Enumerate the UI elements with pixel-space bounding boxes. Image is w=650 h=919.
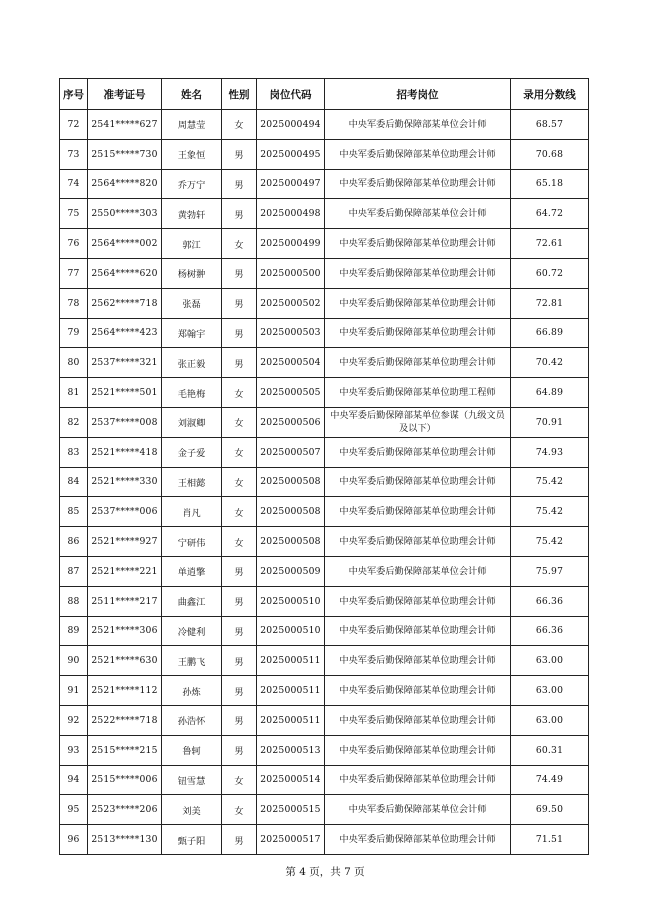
cell-position-code: 2025000500 xyxy=(257,258,325,288)
cell-name: 毛艳梅 xyxy=(162,378,222,408)
header-position: 招考岗位 xyxy=(325,79,511,110)
cell-score: 70.91 xyxy=(511,407,589,437)
cell-position: 中央军委后勤保障部某单位参谋（九级文员及以下） xyxy=(325,407,511,437)
cell-seq: 92 xyxy=(60,705,88,735)
cell-position-code: 2025000515 xyxy=(257,795,325,825)
cell-score: 69.50 xyxy=(511,795,589,825)
cell-gender: 男 xyxy=(222,735,257,765)
cell-position-code: 2025000510 xyxy=(257,616,325,646)
cell-seq: 93 xyxy=(60,735,88,765)
table-row xyxy=(60,795,589,825)
cell-position-code: 2025000497 xyxy=(257,169,325,199)
cell-seq: 82 xyxy=(60,407,88,437)
cell-position-code: 2025000507 xyxy=(257,437,325,467)
cell-seq: 95 xyxy=(60,795,88,825)
cell-seq: 79 xyxy=(60,318,88,348)
cell-position: 中央军委后勤保障部某单位助理会计师 xyxy=(325,318,511,348)
cell-seq: 85 xyxy=(60,497,88,527)
cell-position: 中央军委后勤保障部某单位助理会计师 xyxy=(325,735,511,765)
cell-gender: 男 xyxy=(222,258,257,288)
cell-gender: 女 xyxy=(222,378,257,408)
cell-score: 66.89 xyxy=(511,318,589,348)
cell-exam-id: 2521*****927 xyxy=(88,527,162,557)
table-row xyxy=(60,825,589,855)
cell-score: 70.42 xyxy=(511,348,589,378)
cell-exam-id: 2562*****718 xyxy=(88,288,162,318)
cell-seq: 89 xyxy=(60,616,88,646)
cell-score: 60.31 xyxy=(511,735,589,765)
cell-gender: 男 xyxy=(222,169,257,199)
cell-position: 中央军委后勤保障部某单位助理会计师 xyxy=(325,616,511,646)
cell-name: 孙炼 xyxy=(162,676,222,706)
cell-position: 中央军委后勤保障部某单位会计师 xyxy=(325,110,511,140)
table-row xyxy=(60,437,589,467)
cell-position: 中央军委后勤保障部某单位助理会计师 xyxy=(325,825,511,855)
cell-position: 中央军委后勤保障部某单位助理会计师 xyxy=(325,676,511,706)
table-row xyxy=(60,467,589,497)
cell-exam-id: 2564*****620 xyxy=(88,258,162,288)
cell-exam-id: 2550*****303 xyxy=(88,199,162,229)
cell-position: 中央军委后勤保障部某单位助理会计师 xyxy=(325,497,511,527)
cell-gender: 男 xyxy=(222,825,257,855)
cell-position-code: 2025000514 xyxy=(257,765,325,795)
cell-name: 张正毅 xyxy=(162,348,222,378)
cell-seq: 88 xyxy=(60,586,88,616)
table-row xyxy=(60,318,589,348)
cell-exam-id: 2541*****627 xyxy=(88,110,162,140)
cell-score: 63.00 xyxy=(511,646,589,676)
table-row xyxy=(60,765,589,795)
table-row xyxy=(60,229,589,259)
cell-name: 宁研伟 xyxy=(162,527,222,557)
cell-position: 中央军委后勤保障部某单位助理会计师 xyxy=(325,586,511,616)
cell-gender: 女 xyxy=(222,407,257,437)
cell-seq: 72 xyxy=(60,110,88,140)
cell-gender: 男 xyxy=(222,646,257,676)
header-position-code: 岗位代码 xyxy=(257,79,325,110)
cell-exam-id: 2537*****008 xyxy=(88,407,162,437)
cell-seq: 96 xyxy=(60,825,88,855)
cell-exam-id: 2513*****130 xyxy=(88,825,162,855)
table-row xyxy=(60,646,589,676)
cell-name: 肖凡 xyxy=(162,497,222,527)
cell-seq: 80 xyxy=(60,348,88,378)
cell-position: 中央军委后勤保障部某单位助理会计师 xyxy=(325,288,511,318)
table-row xyxy=(60,586,589,616)
cell-position: 中央军委后勤保障部某单位助理会计师 xyxy=(325,348,511,378)
table-row xyxy=(60,676,589,706)
cell-name: 甄子阳 xyxy=(162,825,222,855)
cell-gender: 男 xyxy=(222,348,257,378)
cell-score: 74.49 xyxy=(511,765,589,795)
table-row xyxy=(60,616,589,646)
header-score: 录用分数线 xyxy=(511,79,589,110)
cell-position: 中央军委后勤保障部某单位助理会计师 xyxy=(325,765,511,795)
header-gender: 性别 xyxy=(222,79,257,110)
table-row xyxy=(60,556,589,586)
cell-name: 钮雪慧 xyxy=(162,765,222,795)
cell-score: 75.42 xyxy=(511,527,589,557)
cell-name: 郭江 xyxy=(162,229,222,259)
cell-position-code: 2025000509 xyxy=(257,556,325,586)
cell-exam-id: 2515*****730 xyxy=(88,139,162,169)
cell-position: 中央军委后勤保障部某单位助理会计师 xyxy=(325,646,511,676)
cell-name: 黄勃轩 xyxy=(162,199,222,229)
cell-gender: 女 xyxy=(222,467,257,497)
cell-exam-id: 2564*****423 xyxy=(88,318,162,348)
cell-position-code: 2025000511 xyxy=(257,646,325,676)
cell-exam-id: 2537*****321 xyxy=(88,348,162,378)
cell-position-code: 2025000498 xyxy=(257,199,325,229)
cell-seq: 94 xyxy=(60,765,88,795)
cell-name: 曲鑫江 xyxy=(162,586,222,616)
cell-name: 冷健利 xyxy=(162,616,222,646)
cell-seq: 73 xyxy=(60,139,88,169)
cell-score: 66.36 xyxy=(511,616,589,646)
page-number: 第 4 页，共 7 页 xyxy=(285,866,365,878)
cell-gender: 女 xyxy=(222,765,257,795)
table-row xyxy=(60,497,589,527)
header-name: 姓名 xyxy=(162,79,222,110)
cell-position-code: 2025000504 xyxy=(257,348,325,378)
table-body xyxy=(60,110,589,855)
cell-position-code: 2025000517 xyxy=(257,825,325,855)
results-table xyxy=(59,78,589,855)
cell-gender: 男 xyxy=(222,616,257,646)
cell-position: 中央军委后勤保障部某单位助理会计师 xyxy=(325,705,511,735)
cell-seq: 90 xyxy=(60,646,88,676)
cell-seq: 78 xyxy=(60,288,88,318)
cell-exam-id: 2521*****306 xyxy=(88,616,162,646)
cell-exam-id: 2521*****330 xyxy=(88,467,162,497)
cell-seq: 75 xyxy=(60,199,88,229)
cell-position-code: 2025000510 xyxy=(257,586,325,616)
cell-name: 单逍擎 xyxy=(162,556,222,586)
cell-seq: 91 xyxy=(60,676,88,706)
cell-exam-id: 2521*****630 xyxy=(88,646,162,676)
cell-position: 中央军委后勤保障部某单位助理工程师 xyxy=(325,378,511,408)
cell-gender: 男 xyxy=(222,288,257,318)
cell-score: 63.00 xyxy=(511,676,589,706)
cell-exam-id: 2564*****820 xyxy=(88,169,162,199)
cell-exam-id: 2521*****112 xyxy=(88,676,162,706)
cell-position-code: 2025000511 xyxy=(257,705,325,735)
cell-position: 中央军委后勤保障部某单位助理会计师 xyxy=(325,527,511,557)
cell-name: 金子爱 xyxy=(162,437,222,467)
cell-score: 66.36 xyxy=(511,586,589,616)
cell-position-code: 2025000503 xyxy=(257,318,325,348)
cell-seq: 74 xyxy=(60,169,88,199)
table-row xyxy=(60,705,589,735)
cell-exam-id: 2511*****217 xyxy=(88,586,162,616)
cell-position: 中央军委后勤保障部某单位助理会计师 xyxy=(325,437,511,467)
cell-gender: 女 xyxy=(222,795,257,825)
cell-score: 75.42 xyxy=(511,497,589,527)
cell-position-code: 2025000508 xyxy=(257,467,325,497)
cell-score: 60.72 xyxy=(511,258,589,288)
table-row xyxy=(60,139,589,169)
cell-name: 刘淑卿 xyxy=(162,407,222,437)
table-row xyxy=(60,527,589,557)
cell-gender: 女 xyxy=(222,497,257,527)
cell-position-code: 2025000508 xyxy=(257,527,325,557)
table-row xyxy=(60,169,589,199)
table-row xyxy=(60,735,589,765)
table-row xyxy=(60,258,589,288)
cell-position: 中央军委后勤保障部某单位会计师 xyxy=(325,556,511,586)
cell-position: 中央军委后勤保障部某单位助理会计师 xyxy=(325,229,511,259)
cell-name: 刘美 xyxy=(162,795,222,825)
cell-exam-id: 2515*****006 xyxy=(88,765,162,795)
cell-position-code: 2025000499 xyxy=(257,229,325,259)
cell-exam-id: 2521*****221 xyxy=(88,556,162,586)
cell-seq: 76 xyxy=(60,229,88,259)
cell-name: 乔万宁 xyxy=(162,169,222,199)
cell-gender: 男 xyxy=(222,705,257,735)
header-seq: 序号 xyxy=(60,79,88,110)
table-row xyxy=(60,199,589,229)
cell-gender: 女 xyxy=(222,527,257,557)
cell-position: 中央军委后勤保障部某单位助理会计师 xyxy=(325,258,511,288)
cell-score: 72.81 xyxy=(511,288,589,318)
cell-exam-id: 2537*****006 xyxy=(88,497,162,527)
cell-name: 周慧莹 xyxy=(162,110,222,140)
cell-gender: 男 xyxy=(222,199,257,229)
cell-score: 75.42 xyxy=(511,467,589,497)
cell-name: 王鹏飞 xyxy=(162,646,222,676)
cell-gender: 女 xyxy=(222,229,257,259)
cell-exam-id: 2521*****501 xyxy=(88,378,162,408)
cell-score: 63.00 xyxy=(511,705,589,735)
cell-exam-id: 2523*****206 xyxy=(88,795,162,825)
cell-gender: 男 xyxy=(222,676,257,706)
cell-score: 68.57 xyxy=(511,110,589,140)
table-header-row xyxy=(60,79,589,110)
cell-score: 64.89 xyxy=(511,378,589,408)
cell-name: 王象恒 xyxy=(162,139,222,169)
cell-seq: 84 xyxy=(60,467,88,497)
cell-name: 王相懿 xyxy=(162,467,222,497)
cell-seq: 87 xyxy=(60,556,88,586)
cell-position-code: 2025000502 xyxy=(257,288,325,318)
cell-exam-id: 2522*****718 xyxy=(88,705,162,735)
cell-score: 72.61 xyxy=(511,229,589,259)
cell-seq: 81 xyxy=(60,378,88,408)
table-row xyxy=(60,288,589,318)
table-row xyxy=(60,110,589,140)
cell-position: 中央军委后勤保障部某单位助理会计师 xyxy=(325,139,511,169)
cell-gender: 男 xyxy=(222,586,257,616)
cell-exam-id: 2515*****215 xyxy=(88,735,162,765)
cell-name: 郑翰宇 xyxy=(162,318,222,348)
cell-gender: 男 xyxy=(222,556,257,586)
cell-gender: 男 xyxy=(222,139,257,169)
cell-position: 中央军委后勤保障部某单位会计师 xyxy=(325,199,511,229)
cell-position-code: 2025000513 xyxy=(257,735,325,765)
cell-position-code: 2025000505 xyxy=(257,378,325,408)
cell-seq: 86 xyxy=(60,527,88,557)
cell-name: 张磊 xyxy=(162,288,222,318)
cell-score: 70.68 xyxy=(511,139,589,169)
cell-position-code: 2025000494 xyxy=(257,110,325,140)
cell-position-code: 2025000511 xyxy=(257,676,325,706)
table-row xyxy=(60,407,589,437)
cell-gender: 女 xyxy=(222,110,257,140)
cell-score: 74.93 xyxy=(511,437,589,467)
cell-position: 中央军委后勤保障部某单位会计师 xyxy=(325,795,511,825)
cell-name: 鲁轲 xyxy=(162,735,222,765)
cell-score: 75.97 xyxy=(511,556,589,586)
cell-score: 71.51 xyxy=(511,825,589,855)
table-row xyxy=(60,348,589,378)
cell-score: 65.18 xyxy=(511,169,589,199)
cell-gender: 男 xyxy=(222,318,257,348)
cell-seq: 83 xyxy=(60,437,88,467)
cell-name: 孙浩怀 xyxy=(162,705,222,735)
header-exam-id: 准考证号 xyxy=(88,79,162,110)
cell-score: 64.72 xyxy=(511,199,589,229)
cell-seq: 77 xyxy=(60,258,88,288)
cell-position-code: 2025000495 xyxy=(257,139,325,169)
cell-name: 杨树翀 xyxy=(162,258,222,288)
cell-position-code: 2025000508 xyxy=(257,497,325,527)
cell-position: 中央军委后勤保障部某单位助理会计师 xyxy=(325,169,511,199)
cell-exam-id: 2521*****418 xyxy=(88,437,162,467)
cell-exam-id: 2564*****002 xyxy=(88,229,162,259)
cell-position: 中央军委后勤保障部某单位助理会计师 xyxy=(325,467,511,497)
cell-gender: 女 xyxy=(222,437,257,467)
table-row xyxy=(60,378,589,408)
cell-position-code: 2025000506 xyxy=(257,407,325,437)
